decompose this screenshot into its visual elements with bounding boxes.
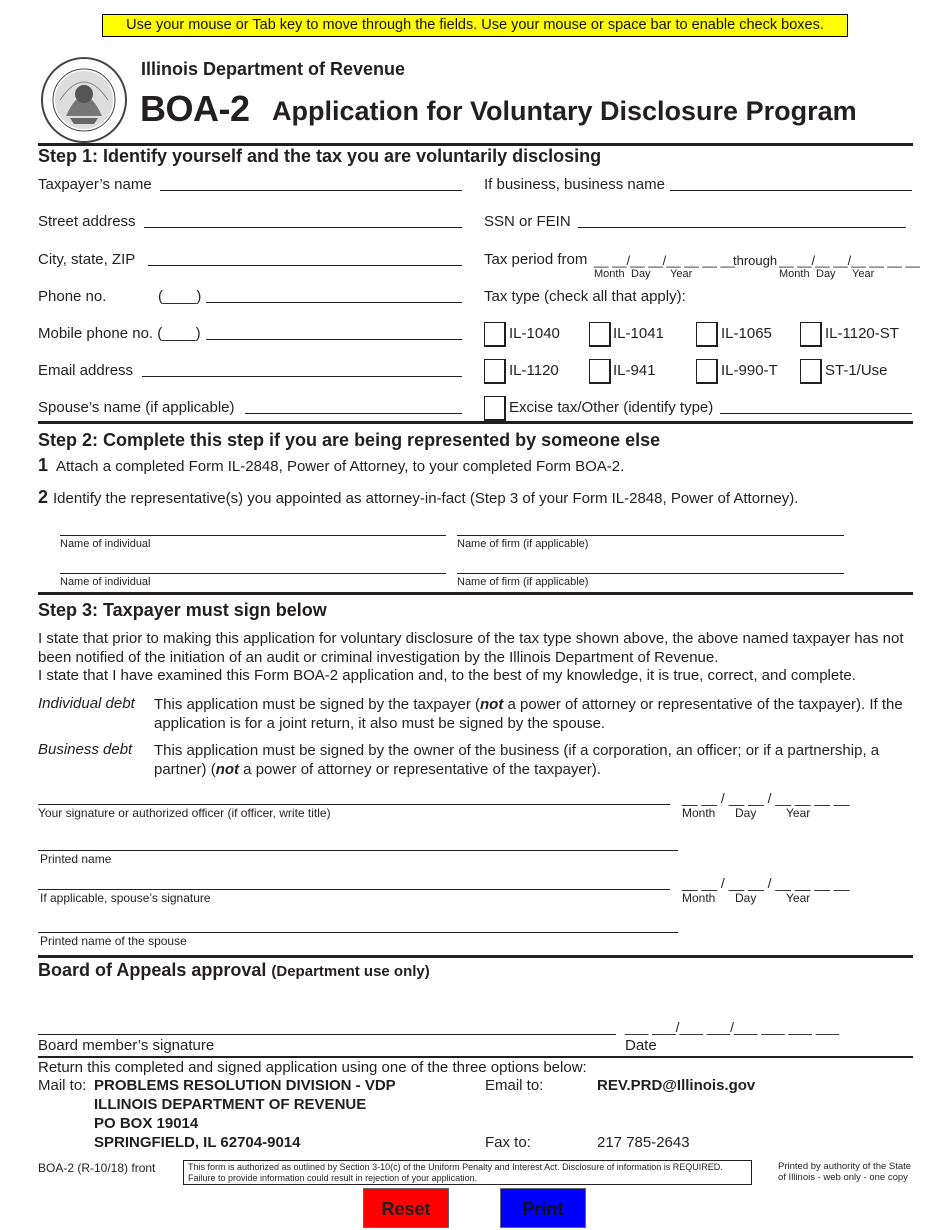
from-year-caption: Year — [670, 268, 693, 280]
board-member-signature-field[interactable] — [38, 1034, 616, 1035]
representative2-name-caption: Name of individual — [60, 576, 151, 588]
step1-heading: Step 1: Identify yourself and the tax you are voluntarily disclosing — [38, 146, 602, 166]
step2-item2-text: Identify the representative(s) you appointed as attorney-in-fact (Step 3 of your Form IL-2848, Power of Attorney). — [53, 490, 799, 507]
checkbox-label-st-1-use: ST-1/Use — [825, 362, 888, 379]
phone-field[interactable] — [206, 302, 462, 303]
step1-divider — [38, 421, 913, 424]
spouse-signature-date-field[interactable]: __ __ / __ __ / __ __ __ __ — [682, 875, 850, 891]
representative1-firm-field[interactable] — [457, 535, 844, 536]
form-revision-id: BOA-2 (R-10/18) front — [38, 1161, 156, 1175]
mail-address-line3: PO BOX 19014 — [94, 1115, 199, 1132]
fax-number: 217 785-2643 — [597, 1134, 690, 1151]
representative1-name-field[interactable] — [60, 535, 446, 536]
representative2-firm-caption: Name of firm (if applicable) — [457, 576, 589, 588]
phone-label: Phone no. — [38, 288, 107, 305]
tax-period-through-field[interactable]: __ __/__ __/__ __ __ __ — [779, 253, 920, 268]
mobile-phone-field[interactable] — [206, 339, 462, 340]
sig-year-caption: Year — [786, 806, 811, 820]
business-debt-text: This application must be signed by the owner of the business (if a corporation, an officer; or if a partnership, a partner) (not a power of attorney or representative of the taxpayer). — [154, 742, 880, 778]
representative2-firm-field[interactable] — [457, 573, 844, 574]
checkbox-label-il-1065: IL-1065 — [721, 325, 772, 342]
step2-item2-number: 2 — [38, 487, 49, 507]
checkbox-label-excise-other: Excise tax/Other (identify type) — [509, 399, 714, 416]
step3-divider — [38, 955, 913, 958]
through-year-caption: Year — [852, 268, 875, 280]
individual-debt-label: Individual debt — [38, 695, 135, 712]
business-name-field[interactable] — [670, 190, 912, 191]
form-number: BOA-2 — [140, 88, 250, 129]
mobile-phone-label: Mobile phone no. (____) — [38, 325, 201, 342]
board-member-signature-caption: Board member’s signature — [38, 1037, 215, 1054]
individual-debt-text: This application must be signed by the taxpayer (not a power of attorney or representative of the taxpayer). If the application is for a joint return, it also must be signed by the spouse. — [154, 696, 903, 732]
tax-period-through-label: through — [733, 253, 778, 268]
step3-statement1: I state that prior to making this application for voluntary disclosure of the tax type shown above, the above named taxpayer has not been notified of the initiation of an audit or criminal investigation by the Illinois Department of Revenue. — [38, 630, 904, 666]
mail-address-line1: PROBLEMS RESOLUTION DIVISION - VDP — [94, 1077, 396, 1094]
checkbox-il-1040[interactable] — [484, 322, 506, 347]
return-instructions: Return this completed and signed application using one of the three options below: — [38, 1059, 587, 1076]
spouse-printed-name-field[interactable] — [38, 932, 678, 933]
board-date-caption: Date — [625, 1037, 657, 1054]
reset-button[interactable]: Reset — [363, 1188, 449, 1228]
email-to-label: Email to: — [485, 1077, 544, 1094]
mail-address-line4: SPRINGFIELD, IL 62704-9014 — [94, 1134, 301, 1151]
checkbox-excise-other[interactable] — [484, 396, 506, 421]
city-state-zip-label: City, state, ZIP — [38, 251, 136, 268]
checkbox-label-il-990-t: IL-990-T — [721, 362, 778, 379]
spouse-printed-name-caption: Printed name of the spouse — [40, 934, 187, 948]
mail-address-line2: ILLINOIS DEPARTMENT OF REVENUE — [94, 1096, 367, 1113]
tax-type-label: Tax type (check all that apply): — [484, 288, 686, 305]
street-address-label: Street address — [38, 213, 136, 230]
checkbox-il-1120[interactable] — [484, 359, 506, 384]
tax-period-from-label: Tax period from — [484, 251, 588, 268]
step3-statement2: I state that I have examined this Form BOA-2 application and, to the best of my knowledge, it is true, correct, and complete. — [38, 667, 856, 684]
ssn-fein-field[interactable] — [578, 227, 906, 228]
board-date-field[interactable]: ___ ___/___ ___/___ ___ ___ ___ — [625, 1019, 840, 1035]
checkbox-label-il-1120: IL-1120 — [509, 362, 559, 379]
fax-to-label: Fax to: — [485, 1134, 531, 1151]
step3-heading: Step 3: Taxpayer must sign below — [38, 600, 327, 620]
step2-item1-text: Attach a completed Form IL-2848, Power of Attorney, to your completed Form BOA-2. — [56, 458, 625, 475]
street-address-field[interactable] — [144, 227, 462, 228]
representative1-firm-caption: Name of firm (if applicable) — [457, 538, 589, 550]
printed-by-notice: Printed by authority of the State of Illinois - web only - one copy — [778, 1161, 912, 1183]
printed-name-caption: Printed name — [40, 852, 112, 866]
spouse-name-label: Spouse’s name (if applicable) — [38, 399, 235, 416]
business-name-label: If business, business name — [484, 176, 665, 193]
through-day-caption: Day — [816, 268, 836, 280]
spouse-day-caption: Day — [735, 891, 757, 905]
mail-to-label: Mail to: — [38, 1077, 87, 1094]
authorization-notice: This form is authorized as outlined by Section 3-10(c) of the Uniform Penalty and Interest Act. Disclosure of information is REQUIRED. Failure to provide information could result in rejection of your application. — [183, 1160, 752, 1185]
checkbox-label-il-1040: IL-1040 — [509, 325, 560, 342]
email-field[interactable] — [142, 376, 462, 377]
state-seal-icon — [40, 56, 128, 144]
checkbox-st-1-use[interactable] — [800, 359, 822, 384]
printed-name-field[interactable] — [38, 850, 678, 851]
email-to-address[interactable]: REV.PRD@Illinois.gov — [597, 1077, 756, 1094]
instruction-banner: Use your mouse or Tab key to move through the fields. Use your mouse or space bar to enable check boxes. — [102, 14, 848, 37]
ssn-fein-label: SSN or FEIN — [484, 213, 571, 230]
from-day-caption: Day — [631, 268, 651, 280]
city-state-zip-field[interactable] — [148, 265, 462, 266]
spouse-month-caption: Month — [682, 891, 716, 905]
taxpayer-signature-caption: Your signature or authorized officer (if officer, write title) — [38, 806, 331, 820]
excise-other-field[interactable] — [720, 413, 912, 414]
through-month-caption: Month — [779, 268, 810, 280]
spouse-signature-caption: If applicable, spouse’s signature — [40, 891, 211, 905]
department-name: Illinois Department of Revenue — [141, 59, 406, 79]
board-approval-heading: Board of Appeals approval (Department use only) — [38, 960, 430, 980]
form-title: Application for Voluntary Disclosure Program — [272, 96, 857, 126]
board-divider — [38, 1056, 913, 1058]
spouse-name-field[interactable] — [245, 413, 462, 414]
checkbox-il-1041[interactable] — [589, 322, 611, 347]
representative1-name-caption: Name of individual — [60, 538, 151, 550]
checkbox-il-1120-st[interactable] — [800, 322, 822, 347]
step2-divider — [38, 592, 913, 595]
step2-item1-number: 1 — [38, 455, 49, 475]
taxpayer-signature-date-field[interactable]: __ __ / __ __ / __ __ __ __ — [682, 790, 850, 806]
checkbox-il-1065[interactable] — [696, 322, 718, 347]
business-debt-label: Business debt — [38, 741, 133, 758]
checkbox-label-il-1120-st: IL-1120-ST — [825, 325, 899, 342]
sig-day-caption: Day — [735, 806, 757, 820]
email-label: Email address — [38, 362, 134, 379]
sig-month-caption: Month — [682, 806, 716, 820]
step2-heading: Step 2: Complete this step if you are being represented by someone else — [38, 430, 661, 450]
checkbox-il-941[interactable] — [589, 359, 611, 384]
phone-area-code: (____) — [158, 288, 202, 305]
print-button[interactable]: Print — [500, 1188, 586, 1228]
from-month-caption: Month — [594, 268, 625, 280]
representative2-name-field[interactable] — [60, 573, 446, 574]
spouse-year-caption: Year — [786, 891, 811, 905]
tax-period-from-field[interactable]: __ __/__ __/__ __ __ __ — [594, 253, 735, 268]
checkbox-il-990-t[interactable] — [696, 359, 718, 384]
spouse-signature-field[interactable] — [38, 889, 670, 890]
taxpayer-name-field[interactable] — [160, 190, 462, 191]
taxpayer-signature-field[interactable] — [38, 804, 670, 805]
taxpayer-name-label: Taxpayer’s name — [38, 176, 152, 193]
checkbox-label-il-1041: IL-1041 — [613, 325, 664, 342]
checkbox-label-il-941: IL-941 — [613, 362, 656, 379]
